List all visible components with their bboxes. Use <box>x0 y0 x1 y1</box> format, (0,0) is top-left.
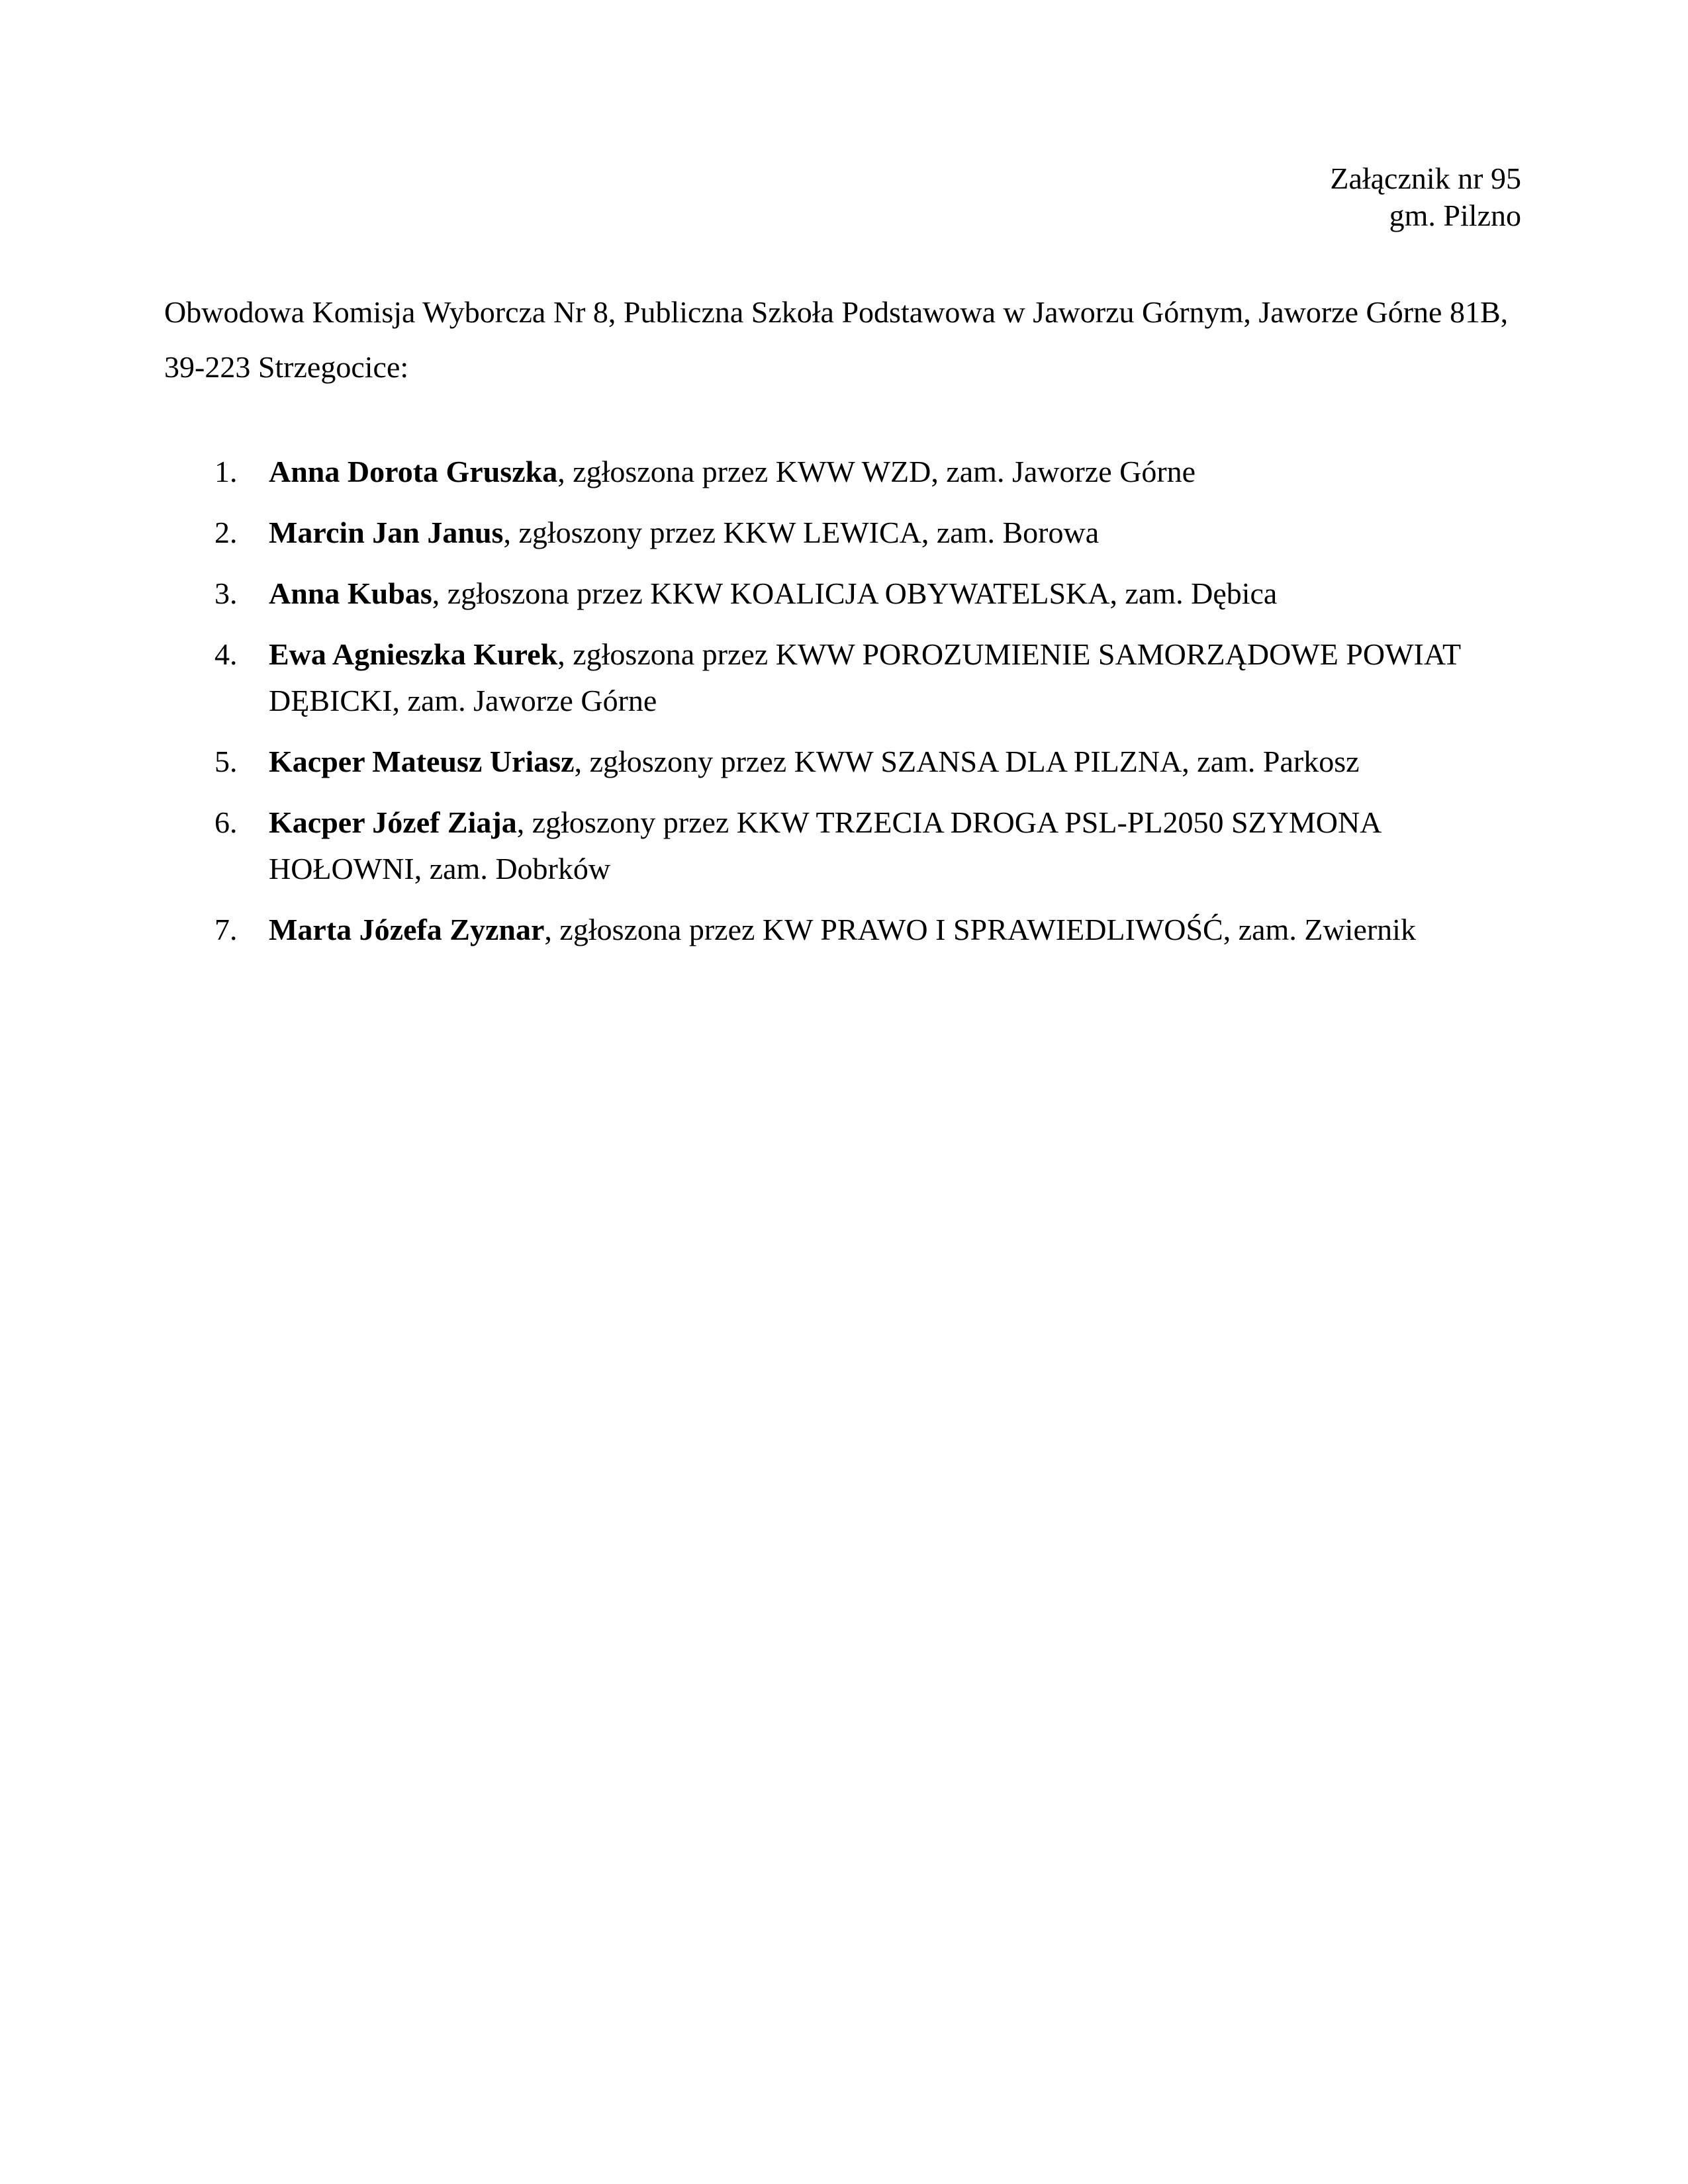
list-item <box>164 907 1528 953</box>
member-list <box>164 449 1528 968</box>
list-item-number: 3. <box>214 576 238 610</box>
municipality-name: gm. Pilzno <box>1389 199 1521 232</box>
list-item <box>164 570 1528 617</box>
list-item-number: 6. <box>214 805 238 839</box>
member-details: , zgłoszona przez KKW KOALICJA OBYWATELSKA, zam. Dębica <box>432 576 1278 610</box>
list-item-number: 2. <box>214 516 238 549</box>
list-item <box>164 449 1528 495</box>
member-details: , zgłoszony przez KWW SZANSA DLA PILZNA, zam. Parkosz <box>574 745 1360 778</box>
list-item-number: 4. <box>214 637 238 671</box>
list-item <box>164 510 1528 556</box>
member-name: Anna Dorota Gruszka <box>269 455 558 488</box>
member-name: Kacper Józef Ziaja <box>269 805 517 839</box>
commission-description: Obwodowa Komisja Wyborcza Nr 8, Publiczna Szkoła Podstawowa w Jaworzu Górnym, Jaworze Górne 81B, 39-223 Strzegocice: <box>164 295 1509 384</box>
member-details: , zgłoszona przez KWW POROZUMIENIE SAMORZĄDOWE POWIAT DĘBICKI, zam. Jaworze Górne <box>269 637 1461 717</box>
list-item <box>164 631 1528 724</box>
member-details: , zgłoszony przez KKW LEWICA, zam. Borowa <box>503 516 1100 549</box>
list-item-number: 7. <box>214 913 238 946</box>
member-details: , zgłoszona przez KWW WZD, zam. Jaworze Górne <box>557 455 1196 488</box>
list-item <box>164 799 1528 892</box>
member-name: Marta Józefa Zyznar <box>269 913 545 946</box>
member-details: , zgłoszona przez KW PRAWO I SPRAWIEDLIWOŚĆ, zam. Zwiernik <box>544 913 1416 946</box>
member-name: Marcin Jan Janus <box>269 516 504 549</box>
member-name: Anna Kubas <box>269 576 432 610</box>
member-name: Ewa Agnieszka Kurek <box>269 637 558 671</box>
attachment-number: Załącznik nr 95 <box>1330 161 1521 195</box>
attachment-header <box>1330 160 1521 234</box>
member-details: , zgłoszony przez KKW TRZECIA DROGA PSL-PL2050 SZYMONA HOŁOWNI, zam. Dobrków <box>269 805 1380 886</box>
list-item <box>164 739 1528 785</box>
list-item-number: 1. <box>214 455 238 488</box>
member-name: Kacper Mateusz Uriasz <box>269 745 575 778</box>
list-item-number: 5. <box>214 745 238 778</box>
